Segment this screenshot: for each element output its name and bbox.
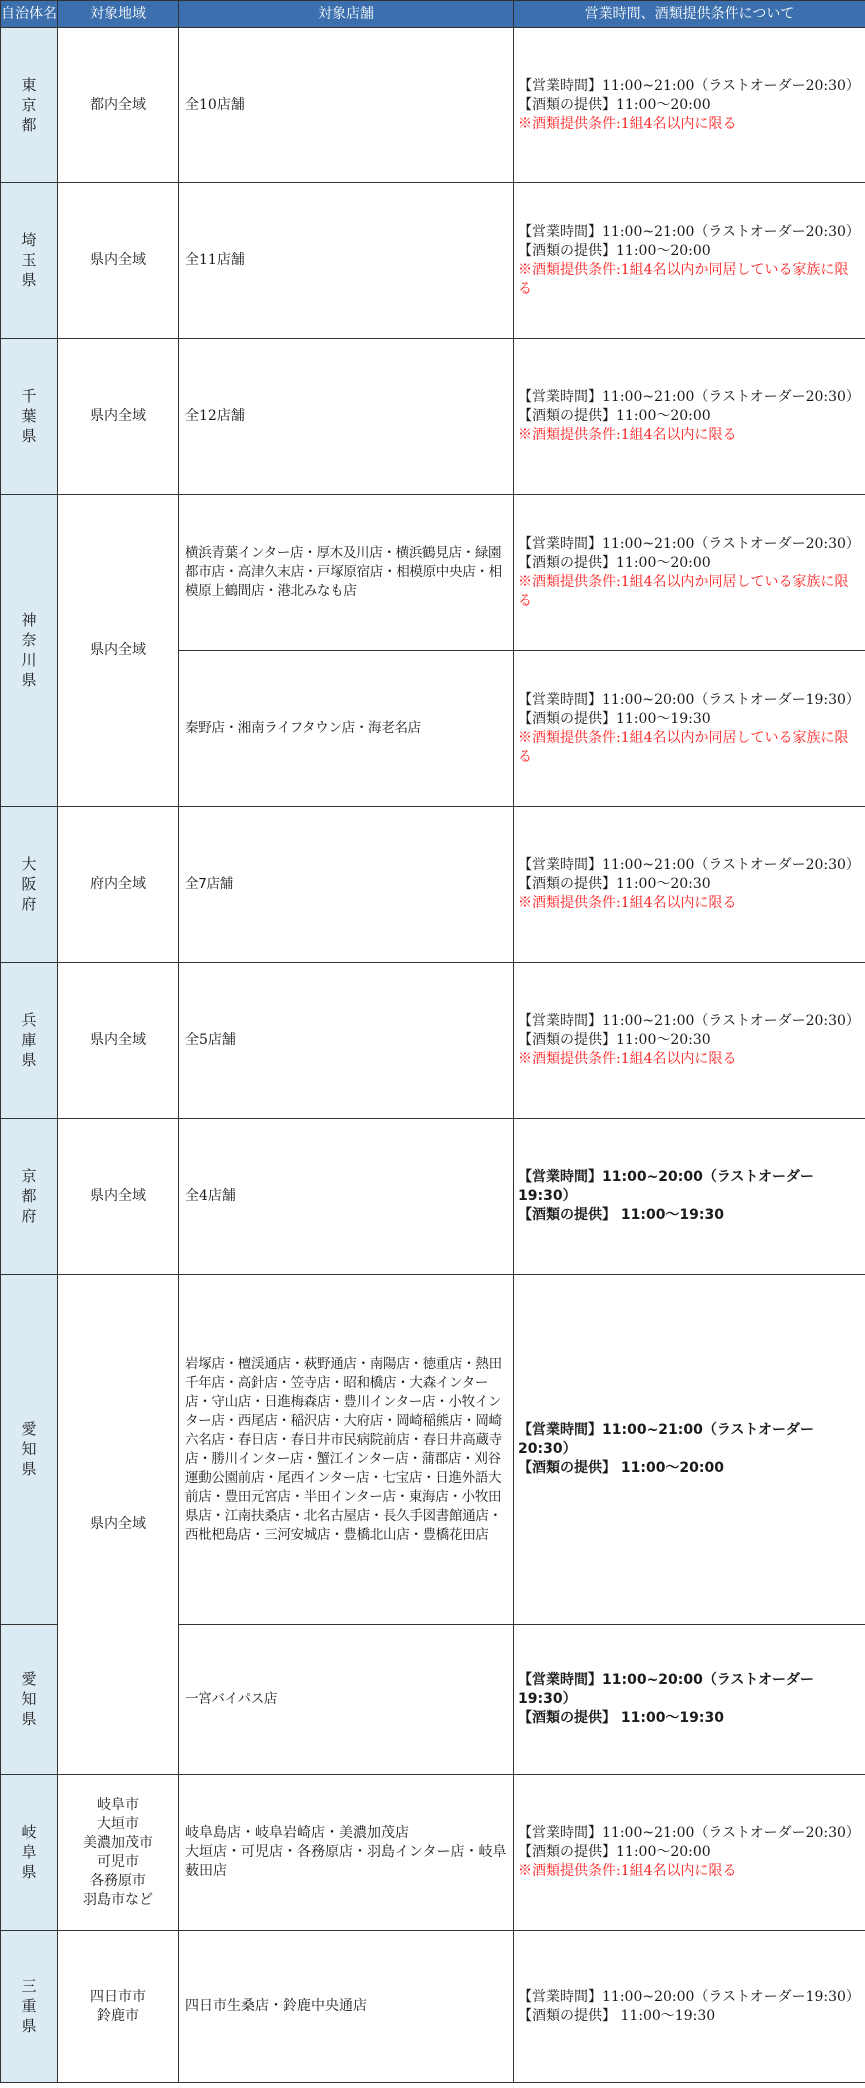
area-line: 大垣市 bbox=[97, 1815, 139, 1832]
prefecture-name: 兵庫県 bbox=[21, 1011, 37, 1069]
area-line: 鈴鹿市 bbox=[97, 2007, 139, 2024]
alcohol-line: 【酒類の提供】11:00～20:00 bbox=[518, 242, 711, 259]
table-row bbox=[1, 183, 865, 339]
shops-cell bbox=[179, 807, 514, 963]
shops-cell bbox=[179, 1625, 514, 1775]
hours-line: 【営業時間】11:00~20:00（ラストオーダー19:30） bbox=[518, 1169, 815, 1204]
shops-cell: 全10店舗 bbox=[179, 28, 514, 183]
hours-line: 【営業時間】11:00~21:00（ラストオーダー20:30） bbox=[518, 1422, 815, 1457]
shops-list: 岩塚店・檀渓通店・萩野通店・南陽店・徳重店・熱田千年店・高針店・笠寺店・昭和橋店・大森インター店・守山店・日進梅森店・豊川インター店・小牧インター店・西尾店・稲沢店・大府店・岡崎稲熊店・岡崎六名店・春日店・春日井市民病院前店・春日井高蔵寺店・勝川インター店・蟹江インター店・蒲郡店・刈谷運動公園前店・尾西インター店・七宝店・日進外語大前店・豊田元宮店・半田インター店・東海店・小牧田県店・江南扶桑店・北名古屋店・長久手図書館通店・西枇杷島店・三河安城店・豊橋北山店・豊橋花田店 bbox=[185, 1355, 502, 1543]
alcohol-line: 【酒類の提供】11:00～20:00 bbox=[518, 1844, 711, 1860]
alcohol-line: 【酒類の提供】 11:00～20:00 bbox=[518, 1460, 725, 1476]
header-shops: 対象店舗 bbox=[179, 1, 514, 28]
hours-cell bbox=[514, 1775, 865, 1931]
prefecture-name: 埼玉県 bbox=[21, 231, 37, 289]
prefecture-name: 東京都 bbox=[21, 75, 37, 134]
hours-cell bbox=[514, 1119, 865, 1275]
alcohol-line: 【酒類の提供】11:00～20:00 bbox=[518, 408, 711, 424]
shops-cell bbox=[179, 495, 514, 651]
prefecture-name: 愛知県 bbox=[21, 1670, 37, 1728]
hours-line: 【営業時間】11:00~21:00（ラストオーダー20:30） bbox=[518, 1825, 860, 1841]
hours-cell bbox=[514, 28, 865, 183]
hours-line: 【営業時間】11:00~21:00（ラストオーダー20:30） bbox=[518, 223, 860, 240]
area-cell bbox=[58, 1931, 179, 2083]
hours-cell bbox=[514, 495, 865, 651]
area-line: 羽島市など bbox=[83, 1891, 153, 1908]
hours-cell bbox=[514, 1931, 865, 2083]
shops-cell bbox=[179, 651, 514, 807]
table-row bbox=[1, 1275, 865, 1625]
alcohol-condition: ※酒類提供条件:1組4名以内に限る bbox=[518, 115, 737, 132]
prefecture-name: 千葉県 bbox=[21, 387, 37, 445]
header-hours: 営業時間、酒類提供条件について bbox=[514, 1, 865, 28]
alcohol-condition: ※酒類提供条件:1組4名以内か同居している家族に限る bbox=[518, 261, 849, 297]
area-cell: 県内全域 bbox=[58, 1119, 179, 1275]
hours-line: 【営業時間】11:00~21:00（ラストオーダー20:30） bbox=[518, 857, 860, 873]
area-cell: 県内全域 bbox=[58, 1275, 179, 1775]
shops-line: 大垣店・可児店・各務原店・羽島インター店・岐阜薮田店 bbox=[185, 1844, 507, 1879]
table-row bbox=[1, 1119, 865, 1275]
alcohol-line: 【酒類の提供】 11:00～19:30 bbox=[518, 1710, 725, 1726]
alcohol-condition: ※酒類提供条件:1組4名以内に限る bbox=[518, 895, 737, 911]
alcohol-line: 【酒類の提供】 11:00～19:30 bbox=[518, 2007, 716, 2024]
prefecture-name: 京都府 bbox=[21, 1167, 37, 1225]
hours-cell bbox=[514, 807, 865, 963]
hours-line: 【営業時間】11:00~21:00（ラストオーダー20:30） bbox=[518, 77, 860, 94]
area-cell: 県内全域 bbox=[58, 495, 179, 807]
area-line: 四日市市 bbox=[90, 1988, 146, 2005]
area-cell: 都内全域 bbox=[58, 28, 179, 183]
table-row bbox=[1, 807, 865, 963]
shops-list: 秦野店・湘南ライフタウン店・海老名店 bbox=[185, 720, 421, 736]
area-cell: 府内全域 bbox=[58, 807, 179, 963]
hours-line: 【営業時間】11:00~20:00（ラストオーダー19:30） bbox=[518, 691, 860, 708]
shops-cell: 四日市生桑店・鈴鹿中央通店 bbox=[179, 1931, 514, 2083]
header-prefecture: 自治体名 bbox=[1, 1, 58, 28]
hours-line: 【営業時間】11:00~21:00（ラストオーダー20:30） bbox=[518, 1013, 860, 1029]
prefecture-name: 神奈川県 bbox=[21, 611, 37, 689]
alcohol-line: 【酒類の提供】11:00～20:30 bbox=[518, 876, 711, 892]
hours-cell bbox=[514, 1275, 865, 1625]
shops-cell: 全4店舗 bbox=[179, 1119, 514, 1275]
table-row bbox=[1, 963, 865, 1119]
hours-line: 【営業時間】11:00~20:00（ラストオーダー19:30） bbox=[518, 1988, 860, 2005]
table-row bbox=[1, 1931, 865, 2083]
area-line: 美濃加茂市 bbox=[83, 1834, 153, 1851]
table-row bbox=[1, 28, 865, 183]
hours-line: 【営業時間】11:00~21:00（ラストオーダー20:30） bbox=[518, 535, 860, 552]
shops-cell bbox=[179, 1775, 514, 1931]
alcohol-line: 【酒類の提供】11:00～19:30 bbox=[518, 710, 711, 727]
shops-list: 横浜青葉インター店・厚木及川店・横浜鶴見店・緑園都市店・高津久末店・戸塚原宿店・相模原中央店・相模原上鶴間店・港北みなも店 bbox=[185, 545, 502, 599]
alcohol-line: 【酒類の提供】11:00～20:00 bbox=[518, 96, 711, 113]
header-area: 対象地域 bbox=[58, 1, 179, 28]
hours-cell bbox=[514, 183, 865, 339]
hours-cell bbox=[514, 963, 865, 1119]
table-row bbox=[1, 339, 865, 495]
area-line: 岐阜市 bbox=[97, 1796, 139, 1813]
prefecture-name: 大阪府 bbox=[21, 855, 37, 913]
area-cell bbox=[58, 1775, 179, 1931]
alcohol-condition: ※酒類提供条件:1組4名以内に限る bbox=[518, 1051, 737, 1067]
prefecture-name: 三重県 bbox=[21, 1977, 37, 2035]
alcohol-condition: ※酒類提供条件:1組4名以内に限る bbox=[518, 1863, 737, 1879]
shops-line: 岐阜島店・岐阜岩崎店・美濃加茂店 bbox=[185, 1825, 409, 1841]
alcohol-condition: ※酒類提供条件:1組4名以内か同居している家族に限る bbox=[518, 729, 849, 765]
area-line: 可児市 bbox=[97, 1853, 139, 1870]
area-cell: 県内全域 bbox=[58, 339, 179, 495]
area-cell: 県内全域 bbox=[58, 183, 179, 339]
alcohol-line: 【酒類の提供】11:00～20:00 bbox=[518, 554, 711, 571]
hours-cell bbox=[514, 339, 865, 495]
prefecture-name: 愛知県 bbox=[21, 1420, 37, 1478]
hours-line: 【営業時間】11:00~21:00（ラストオーダー20:30） bbox=[518, 389, 860, 405]
shops-cell: 全5店舗 bbox=[179, 963, 514, 1119]
shops-cell bbox=[179, 1275, 514, 1625]
shops-cell: 全12店舗 bbox=[179, 339, 514, 495]
table-row bbox=[1, 495, 865, 651]
prefecture-name: 岐阜県 bbox=[21, 1823, 37, 1881]
area-cell: 県内全域 bbox=[58, 963, 179, 1119]
shops-list: 全7店舗 bbox=[185, 876, 233, 892]
hours-line: 【営業時間】11:00~20:00（ラストオーダー19:30） bbox=[518, 1672, 815, 1707]
alcohol-condition: ※酒類提供条件:1組4名以内に限る bbox=[518, 427, 737, 443]
shops-cell: 全11店舗 bbox=[179, 183, 514, 339]
alcohol-line: 【酒類の提供】11:00～20:30 bbox=[518, 1032, 711, 1048]
hours-cell bbox=[514, 651, 865, 807]
table-header-row bbox=[1, 1, 865, 28]
alcohol-condition: ※酒類提供条件:1組4名以内か同居している家族に限る bbox=[518, 573, 849, 609]
hours-cell bbox=[514, 1625, 865, 1775]
shops-list: 一宮バイパス店 bbox=[185, 1691, 278, 1707]
area-line: 各務原市 bbox=[90, 1872, 146, 1889]
table-row bbox=[1, 1775, 865, 1931]
alcohol-line: 【酒類の提供】 11:00～19:30 bbox=[518, 1207, 725, 1223]
